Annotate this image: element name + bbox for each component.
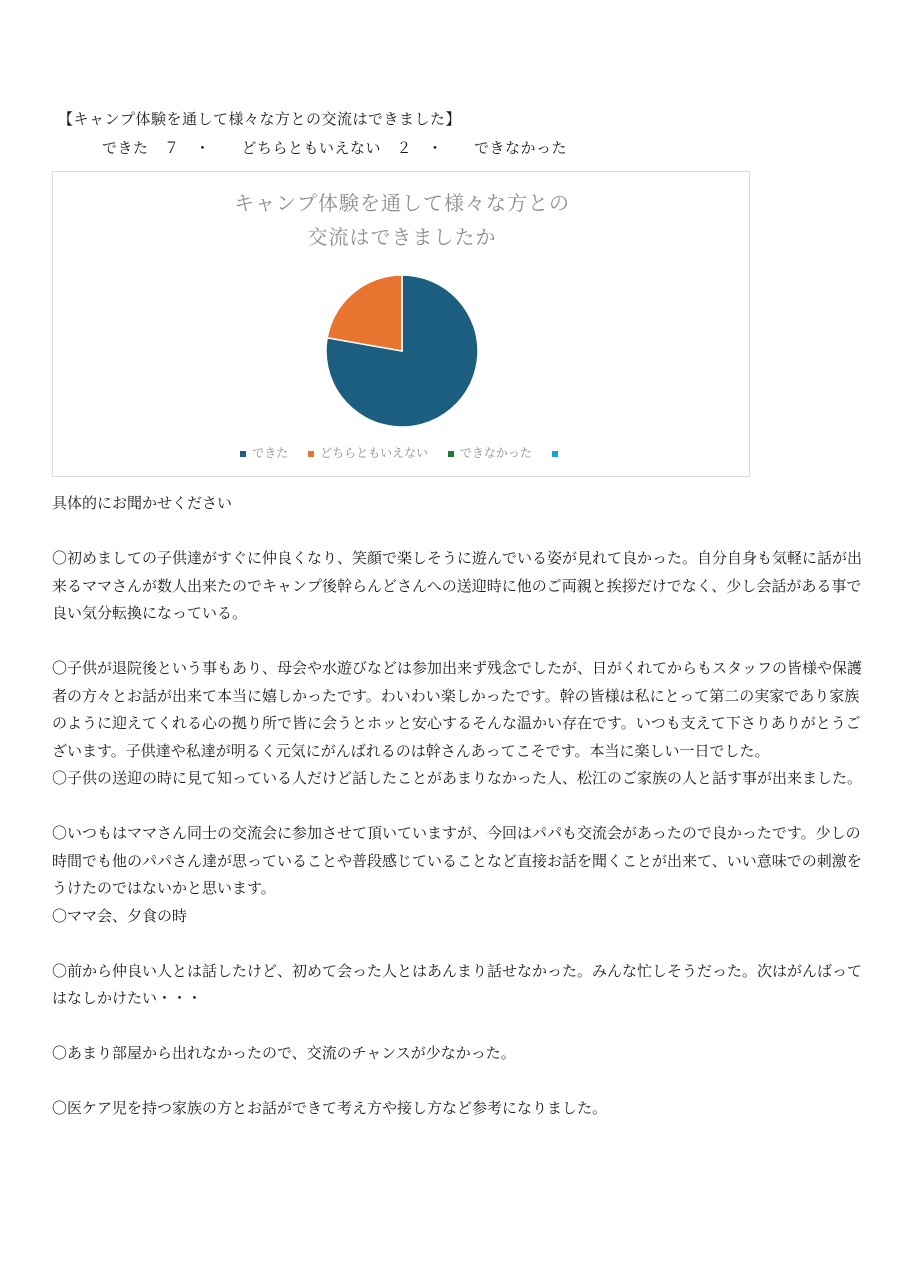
pie-chart: [53, 172, 751, 478]
paragraph-gap: [52, 930, 862, 958]
legend-swatch-dochiratomo: [308, 451, 314, 457]
paragraph-gap: [52, 793, 862, 821]
comment-6: 〇前から仲良い人とは話したけど、初めて会った人とはあんまり話せなかった。みんな忙しそうだった。次はがんばってはなしかけたい・・・: [52, 961, 863, 1007]
legend-label-dekita: できた: [252, 446, 289, 460]
comment-7: 〇あまり部屋から出れなかったので、交流のチャンスが少なかった。: [52, 1044, 516, 1062]
paragraph-gap: [52, 1013, 862, 1041]
comment-2: 〇子供が退院後という事もあり、母会や水遊びなどは参加出来ず残念でしたが、日がくれてからもスタッフの皆様や保護者の方々とお話が出来て本当に嬉しかったです。わいわい楽しかったです。幹の皆様は私にとって第二の実家であり家族のように迎えてくれる心の拠り所で皆に会うとホッと安心するそんな温かい存在です。いつも支えて下さりありがとうございます。子供達や私達が明るく元気にがんばれるのは幹さんあってこそです。本当に楽しい一日でした。: [52, 659, 863, 760]
comment-1: 〇初めましての子供達がすぐに仲良くなり、笑顔で楽しそうに遊んでいる姿が見れて良かった。自分自身も気軽に話が出来るママさんが数人出来たのでキャンプ後幹らんどさんへの送迎時に他のご両親と挨拶だけでなく、少し会話がある事で良い気分転換になっている。: [52, 549, 863, 622]
legend-item-blank: [552, 446, 564, 460]
legend-item-dekita: [240, 444, 288, 461]
chart-frame: [52, 171, 750, 477]
legend-swatch-blank: [552, 451, 558, 457]
legend-item-dochiratomo: [308, 444, 428, 461]
paragraph-gap: [52, 1068, 862, 1096]
comment-8: 〇医ケア児を持つ家族の方とお話ができて考え方や接し方など参考になりました。: [52, 1099, 608, 1117]
comment-3: 〇子供の送迎の時に見て知っている人だけど話したことがあまりなかった人、松江のご家族の人と話す事が出来ました。: [52, 769, 863, 787]
answer-tally: できた ７ ・ どちらともいえない ２ ・ できなかった: [102, 139, 568, 157]
legend-item-dekinakatta: [448, 444, 532, 461]
legend-swatch-dekita: [240, 451, 246, 457]
legend-label-dochiratomo: どちらともいえない: [320, 446, 429, 460]
chart-legend: [53, 444, 751, 461]
comments-body: [52, 545, 862, 1123]
chart-title-line-2: 交流はできましたか: [307, 225, 497, 249]
section-label: 具体的にお聞かせください: [52, 494, 233, 512]
question-heading: 【キャンプ体験を通して様々な方との交流はできました】: [58, 110, 462, 128]
paragraph-gap: [52, 628, 862, 656]
chart-title-line-1: キャンプ体験を通して様々な方との: [234, 191, 570, 215]
pie-slice-2: [327, 275, 402, 351]
legend-label-dekinakatta: できなかった: [459, 446, 532, 460]
comment-5: 〇ママ会、夕食の時: [52, 906, 188, 925]
legend-swatch-dekinakatta: [448, 451, 454, 457]
comment-4: 〇いつもはママさん同士の交流会に参加させて頂いていますが、今回はパパも交流会があったので良かったです。少しの時間でも他のパパさん達が思っていることや普段感じていることなど直接お話を聞くことが出来て、いい意味での刺激をうけたのではないかと思います。: [52, 824, 862, 897]
